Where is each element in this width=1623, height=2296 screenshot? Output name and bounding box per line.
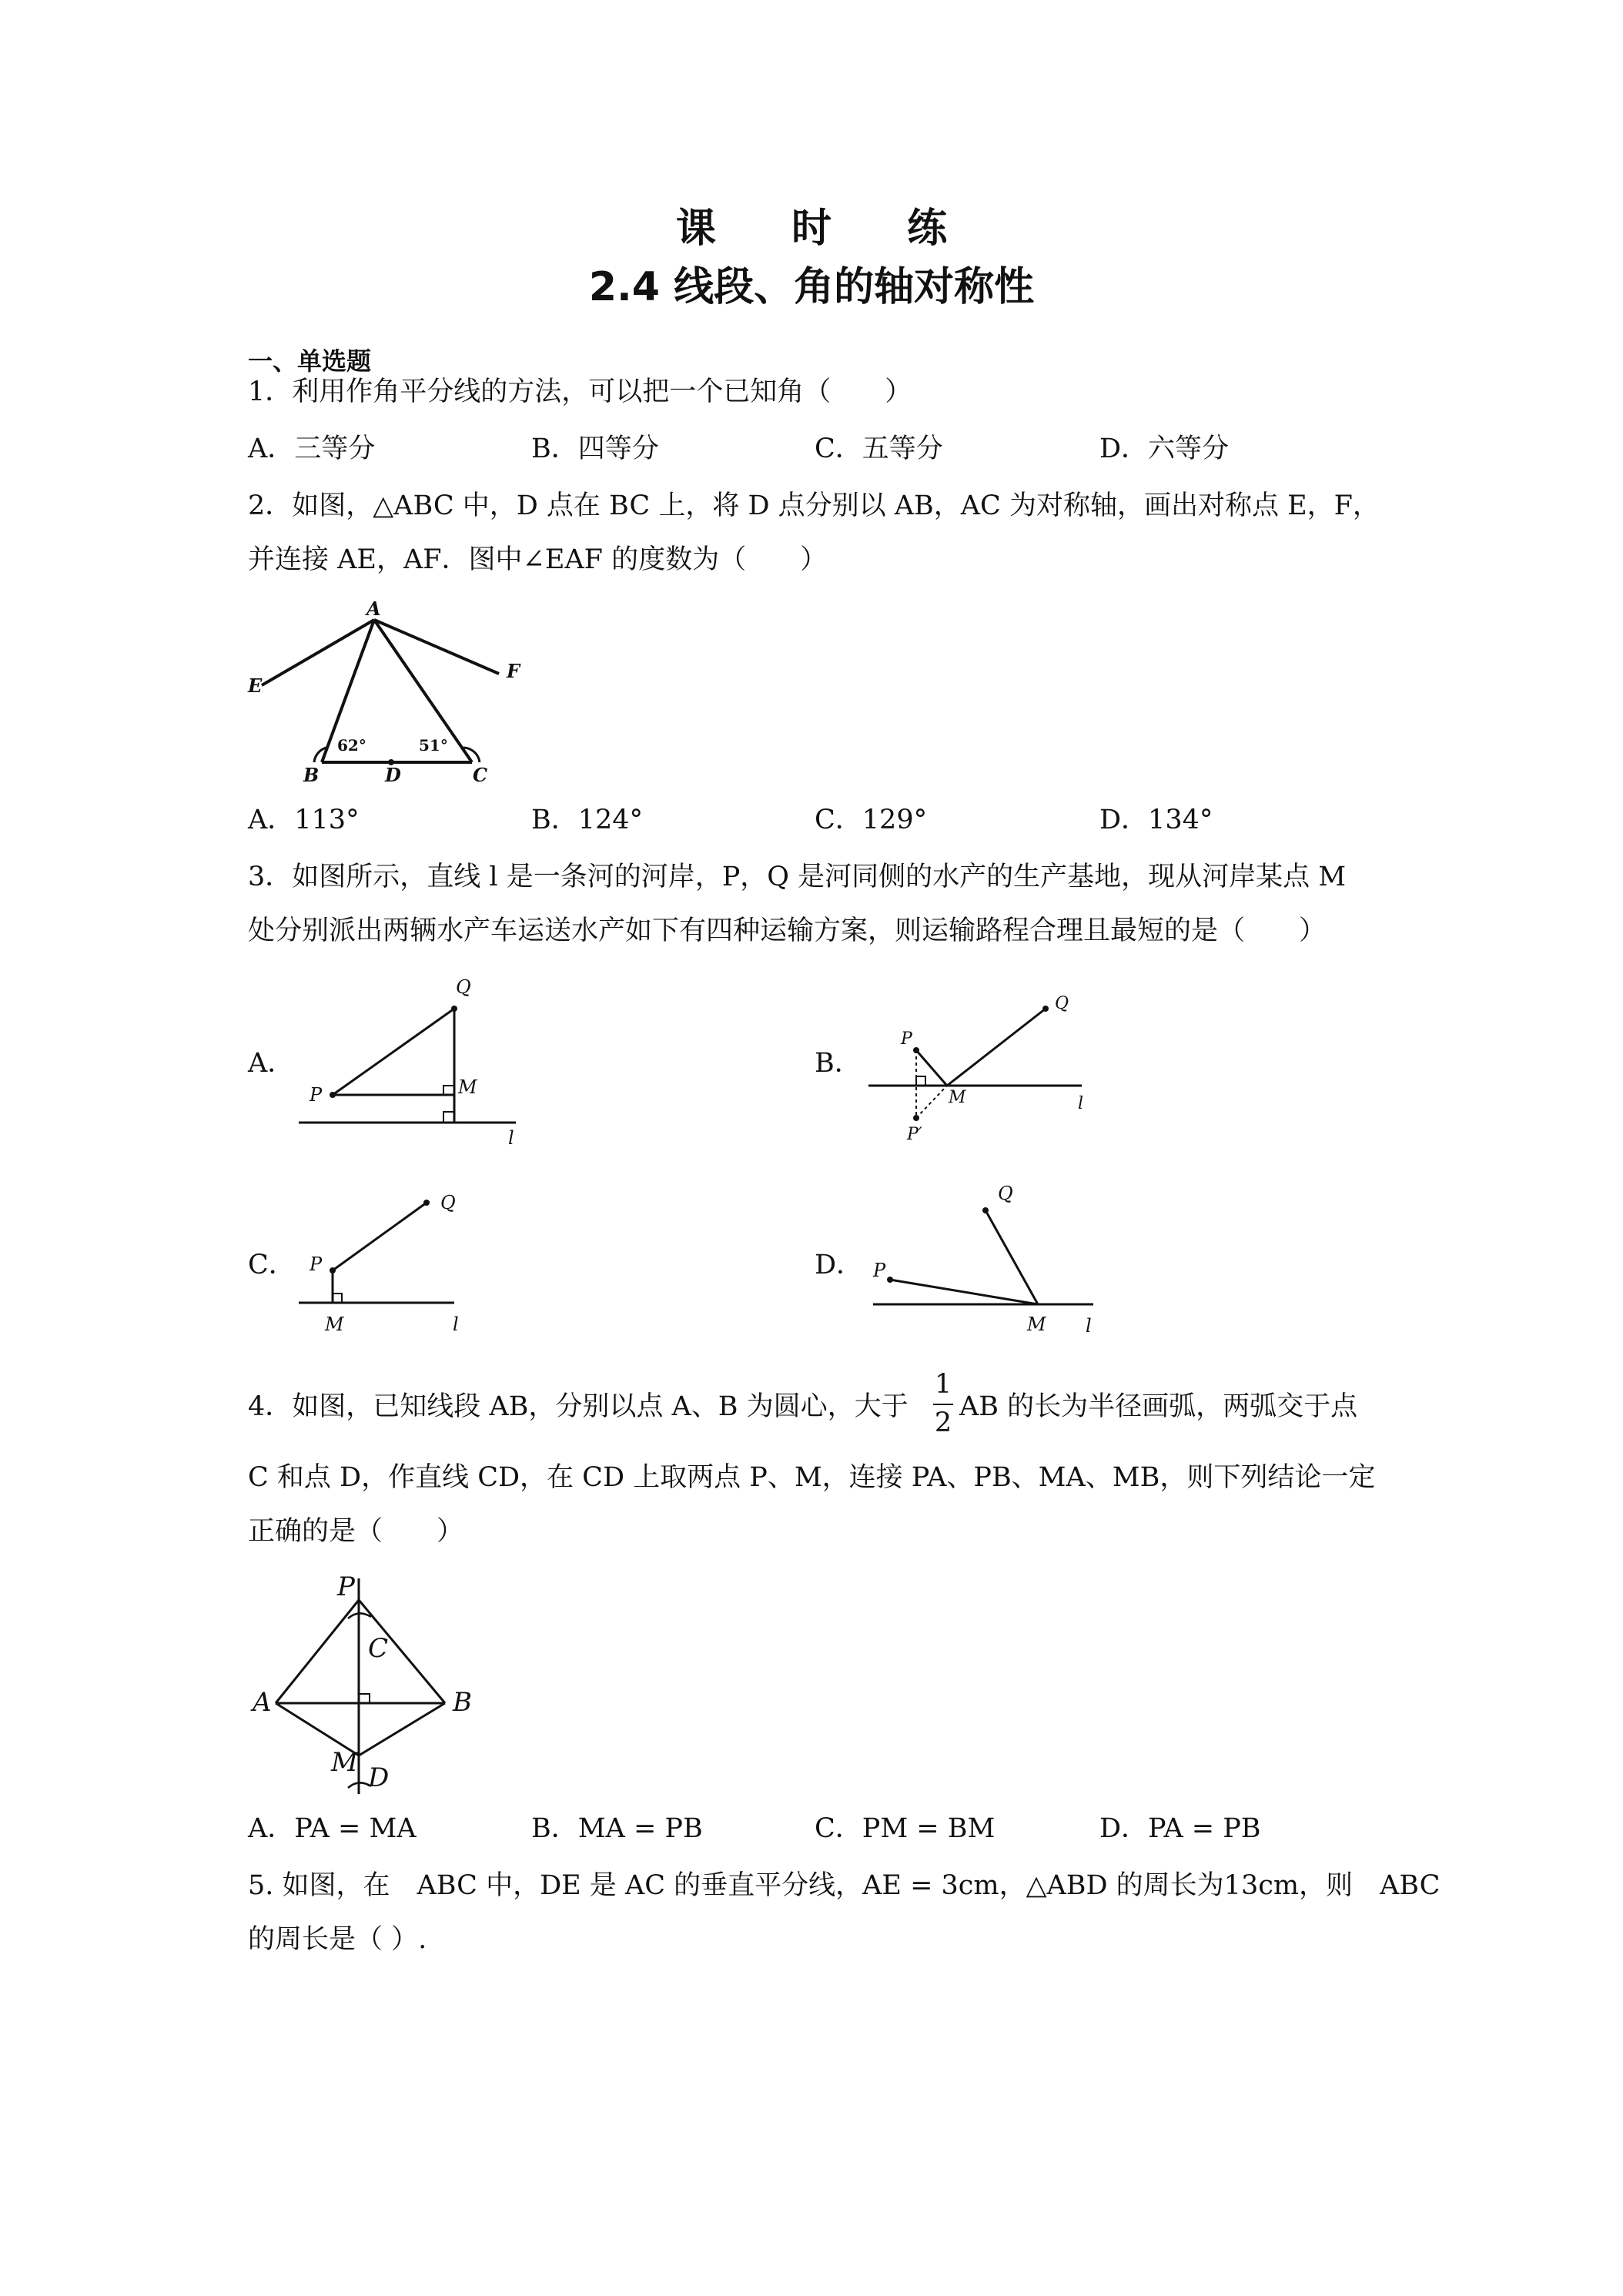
q3d-label-m: M xyxy=(1027,1314,1046,1335)
q4-label-p: P xyxy=(337,1571,355,1602)
q4-fraction-denominator: 2 xyxy=(934,1407,952,1438)
q3c-label-l: l xyxy=(453,1314,459,1335)
q1-option-d: D．六等分 xyxy=(1099,433,1230,464)
question-3-line-2: 处分别派出两辆水产车运送水产如下有四种运输方案，则运输路程合理且最短的是（ ） xyxy=(248,915,1327,946)
question-4-line-2: C 和点 D，作直线 CD，在 CD 上取两点 P、M，连接 PA、PB、MA、MB，则下列结论一定 xyxy=(248,1462,1376,1493)
q3-figure-c xyxy=(293,1186,524,1340)
q3a-label-l: l xyxy=(508,1127,514,1147)
q2-angle-b: 62° xyxy=(337,736,366,755)
question-5-line-1: 5. 如图，在 ABC 中，DE 是 AC 的垂直平分线，AE = 3cm，△ABD 的周长为13cm，则 ABC xyxy=(248,1870,1441,1901)
q3-option-a: A． xyxy=(248,1048,295,1079)
q4-option-d: D．PA = PB xyxy=(1099,1813,1261,1844)
q3c-label-p: P xyxy=(310,1253,323,1275)
question-4-line-3: 正确的是（ ） xyxy=(248,1516,464,1547)
q4-label-m: M xyxy=(331,1747,358,1778)
q3c-label-m: M xyxy=(325,1314,344,1335)
q4-kite-figure xyxy=(245,1571,507,1802)
q4-option-b: B．MA = PB xyxy=(531,1813,703,1844)
q2-label-b: B xyxy=(303,764,320,786)
question-2-line-1: 2．如图，△ABC 中，D 点在 BC 上，将 D 点分别以 AB，AC 为对称轴，画出对称点 E，F， xyxy=(248,490,1380,521)
q4-label-c: C xyxy=(368,1633,389,1664)
q4-label-d: D xyxy=(368,1762,390,1793)
q3d-label-q: Q xyxy=(998,1183,1013,1204)
q3d-label-p: P xyxy=(873,1260,886,1281)
question-3-line-1: 3．如图所示，直线 l 是一条河的河岸，P，Q 是河同侧的水产的生产基地，现从河岸某点 M xyxy=(248,862,1347,892)
page-subtitle: 2.4 线段、角的轴对称性 xyxy=(588,264,1035,310)
q4-label-b: B xyxy=(453,1687,472,1718)
q1-option-c: C．五等分 xyxy=(815,433,943,464)
section-heading: 一、单选题 xyxy=(248,346,372,376)
q2-label-a: A xyxy=(366,597,381,620)
q3-option-d: D． xyxy=(815,1250,864,1280)
q2-label-f: F xyxy=(507,660,520,682)
page-title: 课 时 练 xyxy=(675,206,979,252)
q3c-label-q: Q xyxy=(440,1192,456,1213)
q2-option-b: B．124° xyxy=(531,805,644,835)
q2-label-d: D xyxy=(385,764,401,786)
q3a-label-p: P xyxy=(310,1084,323,1106)
q1-option-b: B．四等分 xyxy=(531,433,659,464)
question-4-line-1a: 4．如图，已知线段 AB，分别以点 A、B 为圆心，大于 xyxy=(248,1391,909,1422)
q3-figure-b xyxy=(862,986,1109,1140)
q4-fraction-bar xyxy=(933,1404,953,1405)
q3b-label-q: Q xyxy=(1055,994,1069,1013)
q3d-label-l: l xyxy=(1086,1315,1092,1337)
q2-option-c: C．129° xyxy=(815,805,928,835)
q2-label-c: C xyxy=(473,764,488,786)
q3b-label-p: P xyxy=(901,1029,912,1049)
q2-label-e: E xyxy=(248,674,263,697)
q3-figure-d xyxy=(862,1170,1109,1340)
question-5-line-2: 的周长是（ ）. xyxy=(248,1924,427,1955)
question-1-text: 1．利用作角平分线的方法，可以把一个已知角（ ） xyxy=(248,377,912,407)
q3a-label-q: Q xyxy=(456,976,471,998)
q3b-label-p-prime: P′ xyxy=(907,1125,922,1140)
q2-option-a: A．113° xyxy=(248,805,360,835)
question-4-line-1b: AB 的长为半径画弧，两弧交于点 xyxy=(959,1391,1358,1422)
q3a-label-m: M xyxy=(458,1076,477,1098)
q2-triangle-figure xyxy=(245,597,537,789)
q4-option-c: C．PM = BM xyxy=(815,1813,996,1844)
q2-angle-c: 51° xyxy=(419,736,448,755)
q4-option-a: A．PA = MA xyxy=(248,1813,417,1844)
q1-option-a: A．三等分 xyxy=(248,433,376,464)
q2-option-d: D．134° xyxy=(1099,805,1213,835)
q3b-label-l: l xyxy=(1078,1094,1084,1113)
q4-fraction-numerator: 1 xyxy=(934,1369,952,1400)
q3b-label-m: M xyxy=(949,1088,966,1107)
q3-figure-a xyxy=(293,970,539,1147)
q3-option-c: C． xyxy=(248,1250,296,1280)
q4-label-a: A xyxy=(253,1687,272,1718)
question-2-line-2: 并连接 AE，AF．图中∠EAF 的度数为（ ） xyxy=(248,544,828,575)
q3-option-b: B． xyxy=(815,1048,862,1079)
